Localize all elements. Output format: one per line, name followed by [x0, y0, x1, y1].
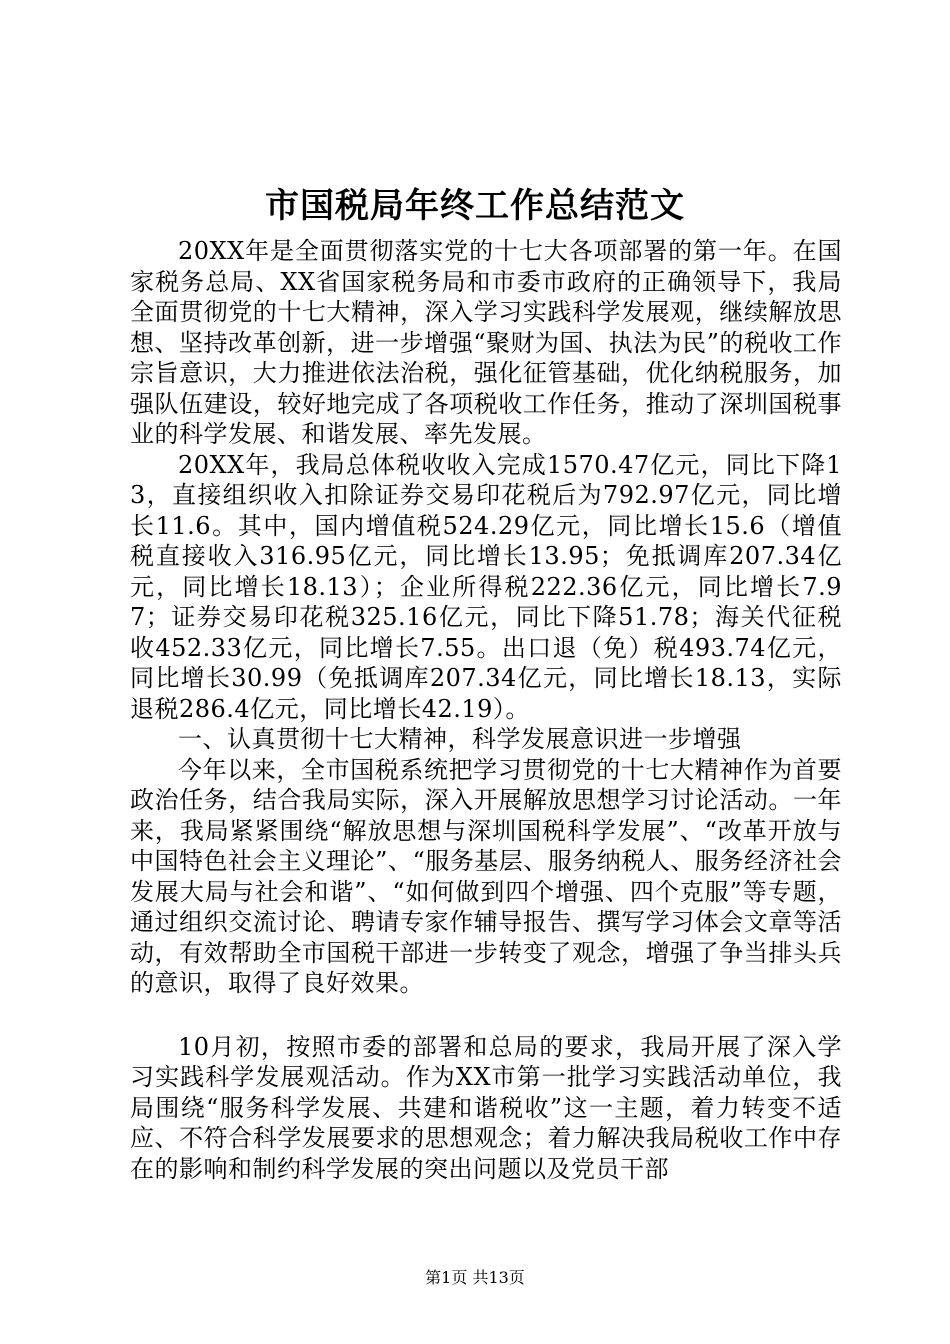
document-body — [130, 236, 842, 1184]
paragraph-tax-revenue: 20XX年，我局总体税收收入完成1570.47亿元，同比下降13，直接组织收入扣除证券交易印花税后为792.97亿元，同比增长11.6。其中，国内增值税524.29亿元，同比增长15.6（增值税直接收入316.95亿元，同比增长13.95；免抵调库207.34亿元，同比增长18.13）；企业所得税222.36亿元，同比增长7.97；证券交易印花税325.16亿元，同比下降51.78；海关代征税收452.33亿元，同比增长7.55。出口退（免）税493.74亿元，同比增长30.99（免抵调库207.34亿元，同比增长18.13，实际退税286.4亿元，同比增长42.19）。 — [130, 450, 842, 723]
section-heading-1: 一、认真贯彻十七大精神，科学发展意识进一步增强 — [178, 725, 742, 753]
paragraph-study-activities: 今年以来，全市国税系统把学习贯彻党的十七大精神作为首要政治任务，结合我局实际，深入开展解放思想学习讨论活动。一年来，我局紧紧围绕“解放思想与深圳国税科学发展”、“改革开放与中国特色社会主义理论”、“服务基层、服务纳税人、服务经济社会发展大局与社会和谐”、“如何做到四个增强、四个克服”等专题，通过组织交流讨论、聘请专家作辅导报告、撰写学习体会文章等活动，有效帮助全市国税干部进一步转变了观念，增强了争当排头兵的意识，取得了良好效果。 — [130, 755, 842, 997]
page-number-footer: 第1页 共13页 — [425, 1268, 525, 1287]
paragraph-october-campaign: 10月初，按照市委的部署和总局的要求，我局开展了深入学习实践科学发展观活动。作为XX市第一批学习实践活动单位，我局围绕“服务科学发展、共建和谐税收”这一主题，着力转变不适应、不符合科学发展要求的思想观念；着力解决我局税收工作中存在的影响和制约科学发展的突出问题以及党员干部 — [130, 1032, 842, 1183]
paragraph-intro: 20XX年是全面贯彻落实党的十七大各项部署的第一年。在国家税务总局、XX省国家税务局和市委市政府的正确领导下，我局全面贯彻党的十七大精神，深入学习实践科学发展观，继续解放思想、坚持改革创新，进一步增强“聚财为国、执法为民”的税收工作宗旨意识，大力推进依法治税，强化征管基础，优化纳税服务，加强队伍建设，较好地完成了各项税收工作任务，推动了深圳国税事业的科学发展、和谐发展、率先发展。 — [130, 237, 842, 448]
document-title: 市国税局年终工作总结范文 — [265, 186, 685, 226]
